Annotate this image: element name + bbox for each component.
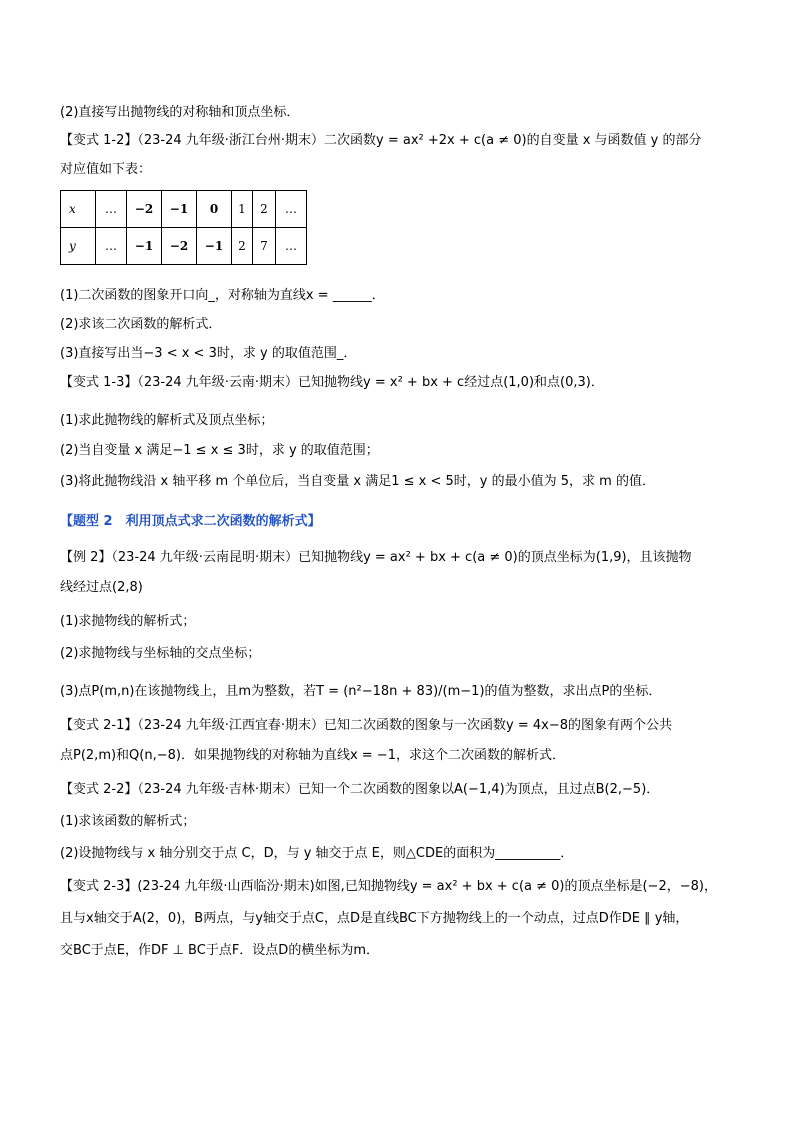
variant-2-1-stem-cont: 点P(2,m)和Q(n,−8)．如果抛物线的对称轴为直线x = −1，求这个二次函数的解析式． xyxy=(60,748,565,763)
variant-1-2-part-1: (1)二次函数的图象开口向_，对称轴为直线x = ______． xyxy=(60,288,385,303)
example-2-part-2: (2)求抛物线与坐标轴的交点坐标； xyxy=(60,646,261,661)
table-cell: … xyxy=(276,191,307,228)
example-2-stem: 【例 2】（23-24 九年级·云南昆明·期末）已知抛物线y = ax² + bx + c(a ≠ 0)的顶点坐标为(1,9)，且该抛物 xyxy=(60,550,692,565)
table-cell: −1 xyxy=(162,191,197,228)
table-cell: −1 xyxy=(197,228,232,265)
variant-2-3-stem-cont: 且与x轴交于A(2，0)，B两点，与y轴交于点C，点D是直线BC下方抛物线上的一个动点，过点D作DE ∥ y轴， xyxy=(60,911,689,926)
variant-1-3-part-2: (2)当自变量 x 满足−1 ≤ x ≤ 3时，求 y 的取值范围； xyxy=(60,443,379,458)
table-row xyxy=(61,191,307,228)
variant-2-1-stem: 【变式 2-1】（23-24 九年级·江西宜春·期末）已知二次函数的图象与一次函数y = 4x−8的图象有两个公共 xyxy=(60,718,673,733)
variant-1-3-part-1: (1)求此抛物线的解析式及顶点坐标； xyxy=(60,413,274,428)
example-2-part-3: (3)点P(m,n)在该抛物线上，且m为整数，若T = (n²−18n + 83)/(m−1)的值为整数，求出点P的坐标． xyxy=(60,684,662,699)
table-cell: 1 xyxy=(232,191,253,228)
table-cell: … xyxy=(276,228,307,265)
variant-1-2-part-3: (3)直接写出当−3 < x < 3时，求 y 的取值范围_． xyxy=(60,346,357,361)
table-cell: … xyxy=(96,228,127,265)
question-part-2: (2)直接写出抛物线的对称轴和顶点坐标． xyxy=(60,105,300,120)
table-cell: 2 xyxy=(253,191,276,228)
variant-2-3-stem: 【变式 2-3】(23-24 九年级·山西临汾·期末)如图,已知抛物线y = ax² + bx + c(a ≠ 0)的顶点坐标是(−2，−8)， xyxy=(60,879,717,894)
variant-1-2-part-2: (2)求该二次函数的解析式． xyxy=(60,317,222,332)
table-cell: x xyxy=(61,191,96,228)
table-cell: 2 xyxy=(232,228,253,265)
variant-2-2-stem: 【变式 2-2】（23-24 九年级·吉林·期末）已知一个二次函数的图象以A(−1,4)为顶点，且过点B(2,−5)． xyxy=(60,782,660,797)
table-cell: 7 xyxy=(253,228,276,265)
table-cell: −1 xyxy=(127,228,162,265)
table-cell: 0 xyxy=(197,191,232,228)
variant-1-3-stem: 【变式 1-3】（23-24 九年级·云南·期末）已知抛物线y = x² + bx + c经过点(1,0)和点(0,3)． xyxy=(60,375,604,390)
section-heading-type-2: 【题型 2 利用顶点式求二次函数的解析式】 xyxy=(60,514,321,529)
table-cell: −2 xyxy=(127,191,162,228)
example-2-stem-cont: 线经过点(2,8) xyxy=(60,580,143,595)
variant-1-2-stem-cont: 对应值如下表： xyxy=(60,162,152,177)
example-2-part-1: (1)求抛物线的解析式； xyxy=(60,614,196,629)
variant-2-2-part-2: (2)设抛物线与 x 轴分别交于点 C，D，与 y 轴交于点 E，则△CDE的面积为__________． xyxy=(60,846,574,861)
table-cell: y xyxy=(61,228,96,265)
table-cell: … xyxy=(96,191,127,228)
table-row xyxy=(61,228,307,265)
variant-1-3-part-3: (3)将此抛物线沿 x 轴平移 m 个单位后，当自变量 x 满足1 ≤ x < 5时，y 的最小值为 5，求 m 的值． xyxy=(60,474,655,489)
variant-1-2-stem: 【变式 1-2】（23-24 九年级·浙江台州·期末）二次函数y = ax² +2x + c(a ≠ 0)的自变量 x 与函数值 y 的部分 xyxy=(60,133,702,148)
variant-2-2-part-1: (1)求该函数的解析式； xyxy=(60,814,196,829)
value-table xyxy=(60,190,307,265)
variant-2-3-stem-cont-2: 交BC于点E，作DF ⊥ BC于点F．设点D的横坐标为m． xyxy=(60,943,379,958)
table-cell: −2 xyxy=(162,228,197,265)
